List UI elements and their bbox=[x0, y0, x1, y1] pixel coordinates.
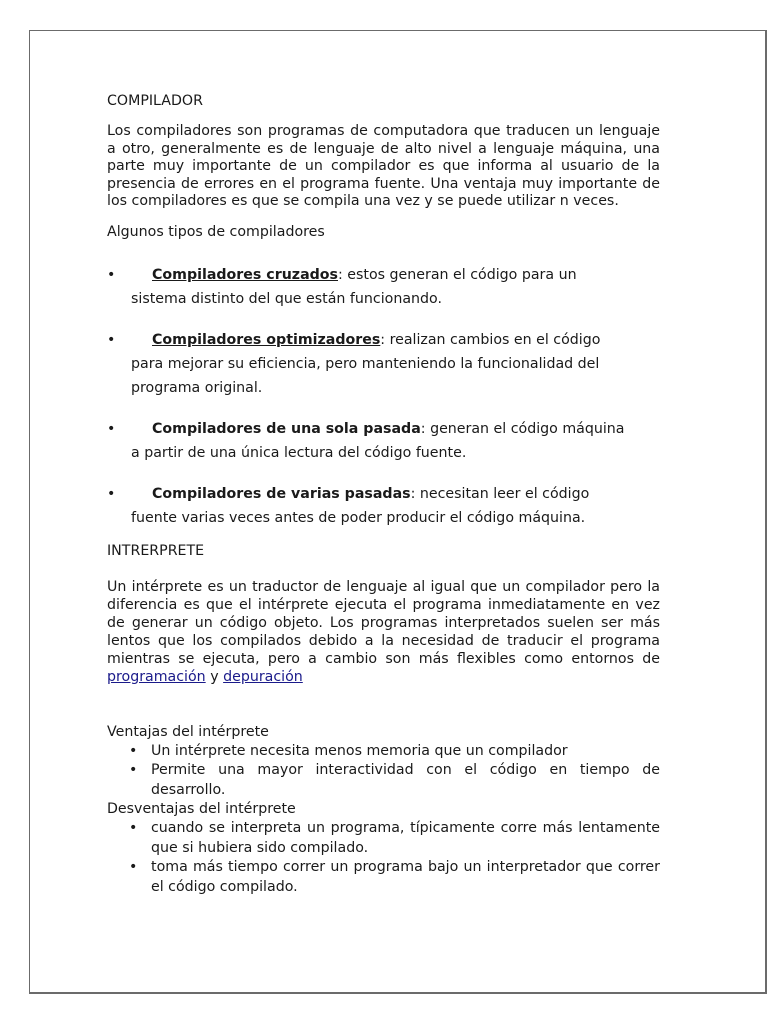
compilador-heading: COMPILADOR bbox=[107, 93, 203, 109]
compiler-types-list bbox=[107, 263, 660, 530]
interprete-paragraph bbox=[107, 578, 660, 686]
list-item bbox=[107, 263, 660, 311]
programacion-link[interactable]: programación bbox=[107, 668, 206, 685]
document-content bbox=[107, 93, 660, 897]
list-item: • Un intérprete necesita menos memoria que un compilador bbox=[151, 742, 660, 762]
type-desc: : generan el código máquina bbox=[420, 420, 625, 437]
bullet-icon: • bbox=[129, 820, 138, 837]
bullet-icon: • bbox=[129, 742, 138, 759]
list-item: • Permite una mayor interactividad con el código en tiempo de desarrollo. bbox=[129, 762, 660, 798]
type-desc-cont: fuente varias veces antes de poder producir el código máquina. bbox=[131, 509, 586, 526]
list-item bbox=[107, 417, 660, 465]
ventajas-list bbox=[107, 742, 660, 801]
type-name: Compiladores cruzados bbox=[152, 266, 338, 283]
list-item bbox=[107, 328, 660, 400]
type-desc-cont: a partir de una única lectura del código fuente. bbox=[131, 444, 467, 461]
depuracion-link[interactable]: depuración bbox=[223, 668, 303, 685]
type-desc: : estos generan el código para un bbox=[338, 266, 577, 283]
type-desc-cont: programa original. bbox=[131, 379, 263, 396]
type-desc: : realizan cambios en el código bbox=[380, 331, 601, 348]
list-item bbox=[107, 482, 660, 530]
type-desc-cont: para mejorar su eficiencia, pero manteniendo la funcionalidad del bbox=[131, 355, 600, 372]
bullet-icon: • bbox=[107, 331, 116, 348]
interprete-body: Un intérprete es un traductor de lenguaje al igual que un compilador pero la diferencia es que el intérprete ejecuta el programa inmediatamente en vez de generar un código objeto. Los programas interpretados suelen ser más lentos que los compilados debido a la necesidad de traducir el programa mientras se ejecuta, pero a cambio son más flexibles como entornos de bbox=[107, 578, 660, 667]
type-name: Compiladores de varias pasadas bbox=[152, 485, 411, 502]
list-item: • cuando se interpreta un programa, típicamente corre más lentamente que si hubiera sido compilado. bbox=[129, 820, 660, 856]
bullet-icon: • bbox=[107, 420, 116, 437]
type-desc-cont: sistema distinto del que están funcionando. bbox=[131, 290, 442, 307]
desventajas-heading: Desventajas del intérprete bbox=[107, 801, 296, 818]
conjunction-text: y bbox=[210, 668, 219, 685]
type-desc: : necesitan leer el código bbox=[410, 485, 590, 502]
bullet-icon: • bbox=[107, 485, 116, 502]
tipos-label: Algunos tipos de compiladores bbox=[107, 223, 325, 240]
bullet-icon: • bbox=[129, 859, 138, 876]
bullet-icon: • bbox=[129, 762, 138, 779]
compilador-intro-paragraph: Los compiladores son programas de computadora que traducen un lenguaje a otro, generalmente es de lenguaje de alto nivel a lenguaje máquina, una parte muy importante de un compilador es que informa al usuario de la presencia de errores en el programa fuente. Una ventaja muy importante de los compiladores es que se compila una vez y se puede utilizar n veces. bbox=[107, 123, 660, 210]
ventajas-heading: Ventajas del intérprete bbox=[107, 723, 269, 740]
bullet-icon: • bbox=[107, 266, 116, 283]
desventajas-list bbox=[107, 819, 660, 897]
list-item: • toma más tiempo correr un programa bajo un interpretador que correr el código compilado. bbox=[129, 859, 660, 895]
interprete-heading: INTRERPRETE bbox=[107, 542, 205, 559]
type-name: Compiladores de una sola pasada bbox=[152, 420, 421, 437]
type-name: Compiladores optimizadores bbox=[152, 331, 381, 348]
